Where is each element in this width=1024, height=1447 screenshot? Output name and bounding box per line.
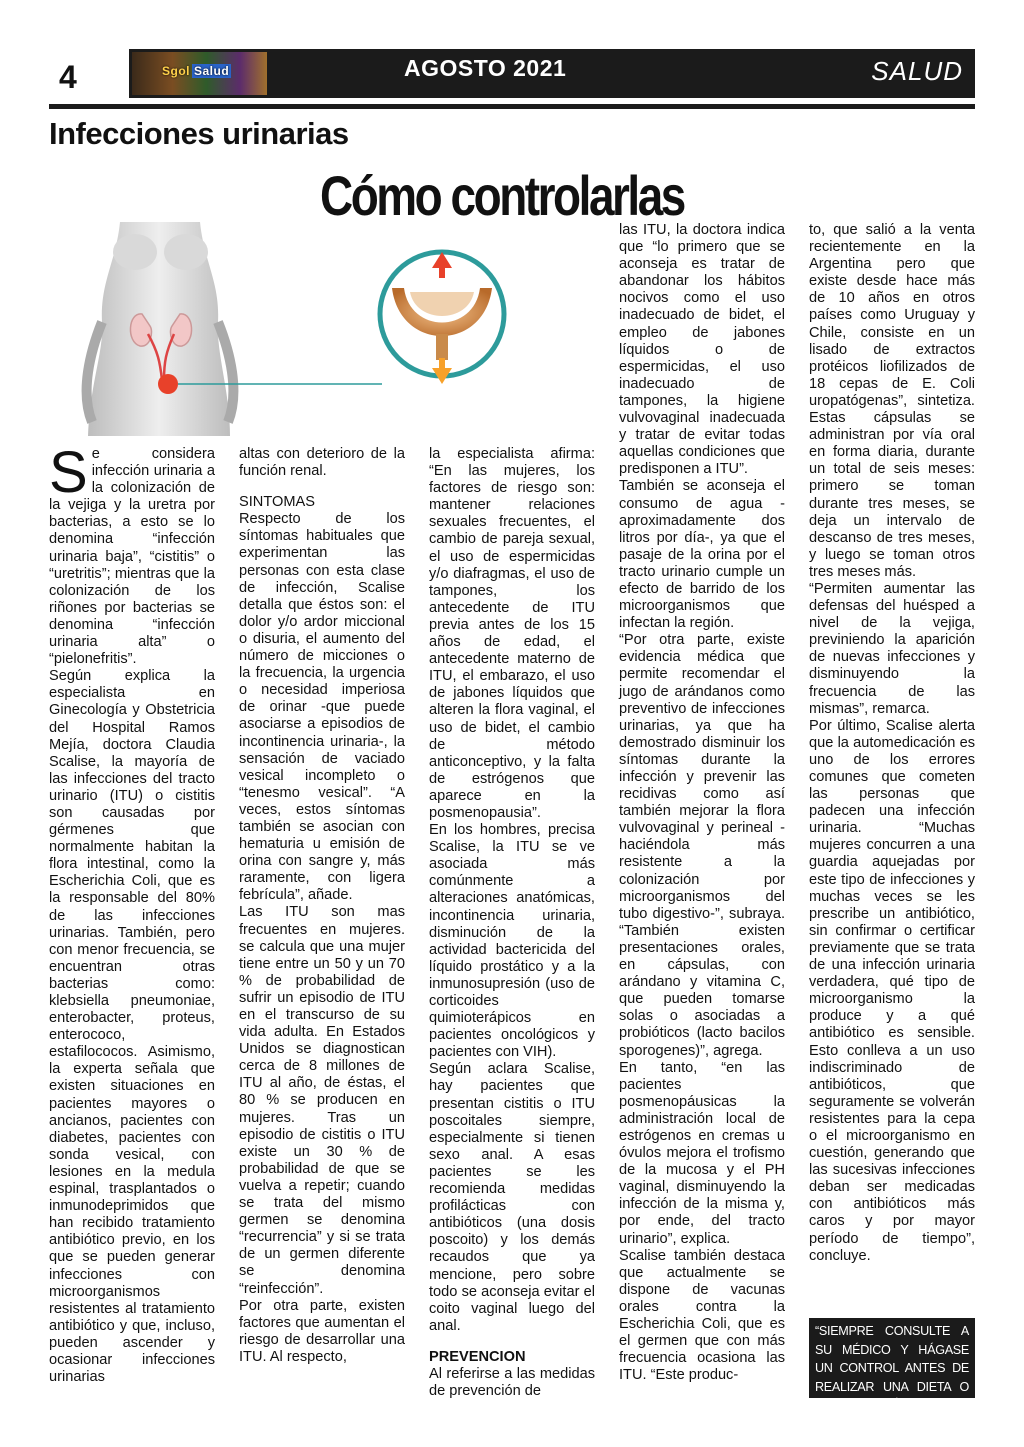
bladder-marker-icon bbox=[158, 374, 178, 394]
page-header bbox=[49, 49, 975, 98]
intro-paragraph: Se considera infección urinaria a la colonización de la vejiga y la uretra por bacterias, a esto se lo denomina “infección urinaria baja”, “cistitis” o “uretritis”; mientras que la colonización de los riñones por bacterias se denomina “infección urinaria alta” o “pielonefritis”. bbox=[49, 440, 215, 668]
article-column-3 bbox=[429, 446, 595, 1400]
urinary-tract-illustration bbox=[80, 222, 520, 436]
drop-cap: S bbox=[49, 440, 88, 505]
paragraph: En tanto, “en las pacientes posmenopáusicas la administración local de estrógenos en cremas u óvulos mejora el trofismo de la mucosa y el PH vaginal, disminuyendo la infección de la misma y, por ende, del tracto urinario”, explica. bbox=[619, 1059, 785, 1247]
section-name: SALUD bbox=[871, 56, 963, 86]
paragraph: Respecto de los síntomas habituales que experimentan las personas con esta clase de infección, Scalise detalla que éstos son: el dolor y/o ardor miccional o disuria, el aumento del número de micciones o la frecuencia, la urgencia o necesidad imperiosa de orinar -que puede asociarse a episodios de incontinencia urinaria-, la sensación de vaciado vesical incompleto o “tenesmo vesical”. “A veces, estos síntomas también se asocian con hematuria u emisión de orina con sangre y, más raramente, con ligera febrícula”, añade. bbox=[239, 511, 405, 904]
paragraph: to, que salió a la venta recientemente en la Argentina pero que existe desde hace más de 10 años en otros países como Uruguay y Chile, consiste en un lisado de extractos protéicos liofilizados de 18 cepas de E. Coli uropatógenas”, sintetiza. Estas cápsulas se administran por vía oral en forma diaria, durante un total de seis meses: primero se toman durante tres meses, se deja un intervalo de descanso de tres meses, y luego se toman otros tres meses más. bbox=[809, 222, 975, 580]
logo-text: Sgol Salud bbox=[162, 64, 230, 78]
pull-quote-box: “SIEMPRE CONSULTE A SU MÉDICO Y HÁGASE UN CONTROL ANTES DE REALIZAR UNA DIETA O ACTIVADAD FÍSICA” bbox=[809, 1318, 975, 1398]
paragraph: “Por otra parte, existe evidencia médica que permite recomendar el jugo de arándanos como preventivo de infecciones urinarias, ya que ha demostrado disminuir los síntomas durante la infección y prevenir las recidivas como así también mejorar la flora vulvovaginal y perineal -haciéndola más resistente a la colonización por microorganismos del tubo digestivo-”, subraya. “También existen presentaciones orales, en cápsulas, con arándano y vitamina C, que pueden tomarse solas o asociadas a probióticos (lacto bacilos sporogenes)”, agrega. bbox=[619, 632, 785, 1059]
paragraph: Scalise también destaca que actualmente se dispone de vacunas orales contra la Escherichia Coli, que es el germen que con más frecuencia ocasiona las ITU. “Este produc- bbox=[619, 1247, 785, 1384]
article-column-5 bbox=[809, 222, 975, 1265]
torso-icon bbox=[87, 222, 234, 436]
publication-logo bbox=[132, 52, 267, 95]
section-heading-sintomas: SINTOMAS bbox=[239, 494, 315, 511]
article-column-2 bbox=[239, 446, 405, 1366]
page-number: 4 bbox=[49, 49, 129, 98]
article-title: Cómo controlarlas bbox=[320, 164, 684, 227]
paragraph: Por último, Scalise alerta que la automedicación es uno de los errores comunes que cometen las personas que padecen una infección urinaria. “Muchas mujeres concurren a una guardia aquejadas por este tipo de infecciones y muchas veces se les prescribe un antibiótico, sin confirmar o certificar previamente que se trata de una infección urinaria verdadera, qué tipo de microorganismo la produce y a qué antibiótico es sensible. Esto conlleva a un uso indiscriminado de antibióticos, que seguramente se volverán resistentes para la cepa o el microorganismo en cuestión, generando que las sucesivas infecciones deban ser medicadas con antibióticos más caros y por mayor período de tiempo”, concluye. bbox=[809, 717, 975, 1264]
paragraph: Por otra parte, existen factores que aumentan el riesgo de desarrollar una ITU. Al respecto, bbox=[239, 1297, 405, 1365]
paragraph: altas con deterioro de la función renal. bbox=[239, 446, 405, 480]
paragraph: Según aclara Scalise, hay pacientes que presentan cistitis o ITU poscoitales siempre, especialmente si tienen sexo anal. A esas pacientes se les recomienda medidas profilácticas con antibióticos (una dosis poscoito) y los demás recaudos que ya mencione, pero sobre todo se aconseja evitar el coito vaginal luego del anal. bbox=[429, 1061, 595, 1334]
paragraph: En los hombres, precisa Scalise, la ITU se ve asociada más comúnmente a alteraciones anatómicas, incontinencia urinaria, disminución de la actividad bactericida del líquido prostático y a la inmunosupresión (uso de corticoides quimioterápicos en pacientes oncológicos y pacientes con VIH). bbox=[429, 822, 595, 1061]
paragraph: Las ITU son mas frecuentes en mujeres. se calcula que una mujer tiene entre un 50 y un 70 % de probabilidad de sufrir un episodio de ITU en el transcurso de su vida adulta. En Estados Unidos se diagnostican cerca de 8 millones de ITU al año, de éstas, el 80 % se producen en mujeres. Tras un episodio de cistitis o ITU existe un 30 % de probabilidad de que se vuelva a repetir; cuando se trata del mismo germen se denomina “recurrencia” y si se trata de un germen diferente se denomina “reinfección”. bbox=[239, 904, 405, 1297]
paragraph: También se aconseja el consumo de agua -aproximadamente dos litros por día-, ya que el pasaje de la orina por el tracto urinario cumple un efecto de barrido de los microorganismos que infectan la región. bbox=[619, 478, 785, 632]
article-column-1 bbox=[49, 440, 215, 1386]
header-rule bbox=[49, 104, 975, 109]
bladder-detail-icon bbox=[380, 252, 504, 384]
paragraph: Según explica la especialista en Ginecología y Obstetricia del Hospital Ramos Mejía, doctora Claudia Scalise, la mayoría de las infecciones del tracto urinario (ITU) o cistitis son causadas por gérmenes que normalmente habitan la flora intestinal, como la Escherichia Coli, que es la responsable del 80% de las infecciones urinarias. También, pero con menor frecuencia, se encuentran otras bacterias como: klebsiella pneumoniae, enterobacter, proteus, enterococo, estafilococos. Asimismo, la experta señala que existen situaciones en pacientes mayores o ancianos, pacientes con diabetes, pacientes con sonda vesical, con lesiones en la medula espinal, trasplantados o inmunodeprimidos que han recibido tratamiento antibiótico previo, en los que se pueden generar infecciones con microorganismos resistentes al tratamiento antibiótico y que, incluso, pueden ascender y ocasionar infecciones urinarias bbox=[49, 668, 215, 1386]
article-kicker: Infecciones urinarias bbox=[49, 116, 349, 151]
paragraph: “Permiten aumentar las defensas del huésped a nivel de la vejiga, previniendo la aparición de nuevas infecciones y disminuyendo la frecuencia de las mismas”, remarca. bbox=[809, 580, 975, 717]
paragraph: Al referirse a las medidas de prevención de bbox=[429, 1365, 595, 1400]
paragraph: las ITU, la doctora indica que “lo primero que se aconseja es tratar de abandonar los hábitos nocivos como el uso inadecuado de bidet, el empleo de jabones líquidos o de espermicidas, el uso inadecuado de tampones, la higiene vulvovaginal inadecuada y tratar de evitar todas aquellas condiciones que predisponen a ITU”. bbox=[619, 222, 785, 478]
article-column-4 bbox=[619, 222, 785, 1384]
issue-date: AGOSTO 2021 bbox=[404, 55, 567, 81]
section-heading-prevencion: PREVENCION bbox=[429, 1348, 526, 1365]
paragraph: la especialista afirma: “En las mujeres, los factores de riesgo son: mantener relaciones sexuales frecuentes, el cambio de pareja sexual, el uso de espermicidas y/o diafragmas, el uso de tampones, los antecedente de ITU previa antes de los 15 años de edad, el antecedente materno de ITU, el embarazo, el uso de jabones líquidos que alteren la flora vaginal, el uso de bidet, el cambio de método anticonceptivo, y la falta de estrógenos que aparece en la posmenopausia”. bbox=[429, 446, 595, 821]
